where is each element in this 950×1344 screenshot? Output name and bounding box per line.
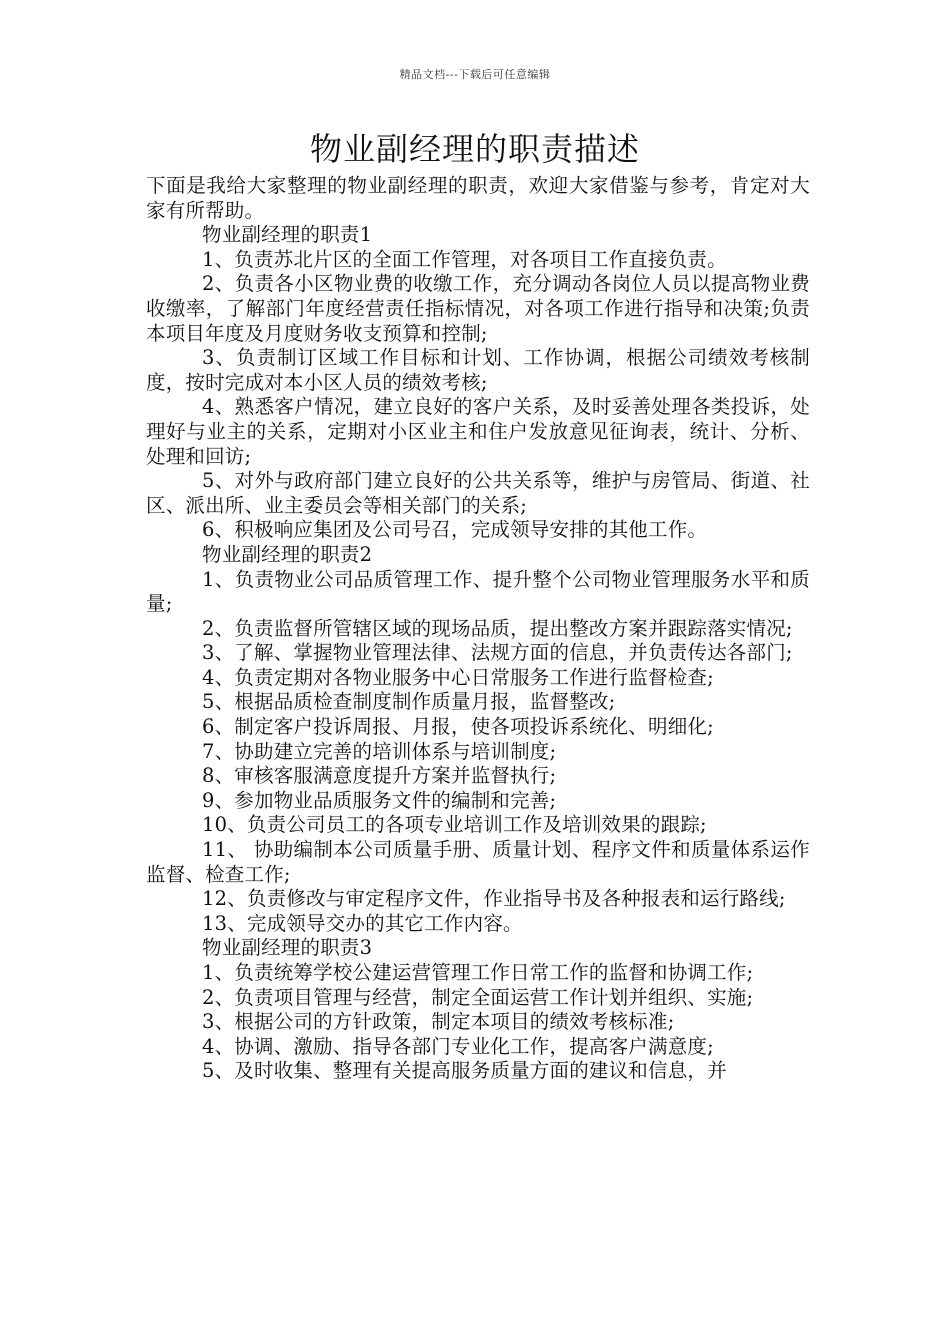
list-item: 5、对外与政府部门建立良好的公共关系等，维护与房管局、街道、社区、派出所、业主委员会等相关部门的关系; xyxy=(146,469,810,517)
list-item: 7、协助建立完善的培训体系与培训制度; xyxy=(202,739,557,763)
list-item: 4、负责定期对各物业服务中心日常服务工作进行监督检查; xyxy=(202,665,714,689)
section-heading: 物业副经理的职责3 xyxy=(202,936,373,960)
list-item: 3、根据公司的方针政策，制定本项目的绩效考核标准; xyxy=(202,1010,675,1034)
document-title: 物业副经理的职责描述 xyxy=(309,130,640,168)
list-item: 6、制定客户投诉周报、月报，使各项投诉系统化、明细化; xyxy=(202,715,714,739)
intro-paragraph: 下面是我给大家整理的物业副经理的职责，欢迎大家借鉴与参考，肯定对大家有所帮助。 xyxy=(146,174,810,222)
section-1 xyxy=(146,223,810,543)
list-item: 5、及时收集、整理有关提高服务质量方面的建议和信息，并 xyxy=(202,1059,727,1083)
list-item: 1、负责物业公司品质管理工作、提升整个公司物业管理服务水平和质量; xyxy=(146,567,810,616)
list-item: 3、了解、掌握物业管理法律、法规方面的信息，并负责传达各部门; xyxy=(202,641,793,665)
list-item: 4、熟悉客户情况，建立良好的客户关系，及时妥善处理各类投诉，处理好与业主的关系，定期对小区业主和住户发放意见征询表，统计、分析、处理和回访; xyxy=(146,395,810,468)
list-item: 12、负责修改与审定程序文件，作业指导书及各种报表和运行路线; xyxy=(202,887,786,911)
list-item: 11、 协助编制本公司质量手册、质量计划、程序文件和质量体系运作监督、检查工作; xyxy=(146,838,810,886)
header-note: 精品文档---下载后可任意编辑 xyxy=(399,68,551,81)
list-item: 1、负责苏北片区的全面工作管理，对各项目工作直接负责。 xyxy=(202,247,727,271)
section-3 xyxy=(146,936,810,1084)
list-item: 5、根据品质检查制度制作质量月报，监督整改; xyxy=(202,690,616,714)
list-item: 1、负责统筹学校公建运营管理工作日常工作的监督和协调工作; xyxy=(202,961,754,984)
list-item: 6、积极响应集团及公司号召，完成领导安排的其他工作。 xyxy=(202,518,708,542)
list-item: 8、审核客服满意度提升方案并监督执行; xyxy=(202,764,557,788)
list-item: 3、负责制订区域工作目标和计划、工作协调，根据公司绩效考核制度，按时完成对本小区人员的绩效考核; xyxy=(146,346,810,394)
section-heading: 物业副经理的职责1 xyxy=(202,223,373,247)
list-item: 2、负责监督所管辖区域的现场品质，提出整改方案并跟踪落实情况; xyxy=(202,616,793,640)
document-body xyxy=(146,174,810,1084)
list-item: 4、协调、激励、指导各部门专业化工作，提高客户满意度; xyxy=(202,1034,714,1058)
section-heading: 物业副经理的职责2 xyxy=(202,542,373,566)
list-item: 10、负责公司员工的各项专业培训工作及培训效果的跟踪; xyxy=(202,813,707,837)
list-item: 13、完成领导交办的其它工作内容。 xyxy=(202,911,523,935)
list-item: 9、参加物业品质服务文件的编制和完善; xyxy=(202,788,557,812)
list-item: 2、负责各小区物业费的收缴工作，充分调动各岗位人员以提高物业费收缴率，了解部门年度经营责任指标情况，对各项工作进行指导和决策;负责本项目年度及月度财务收支预算和控制; xyxy=(146,272,810,345)
section-2 xyxy=(146,543,810,937)
list-item: 2、负责项目管理与经营，制定全面运营工作计划并组织、实施; xyxy=(202,985,754,1009)
